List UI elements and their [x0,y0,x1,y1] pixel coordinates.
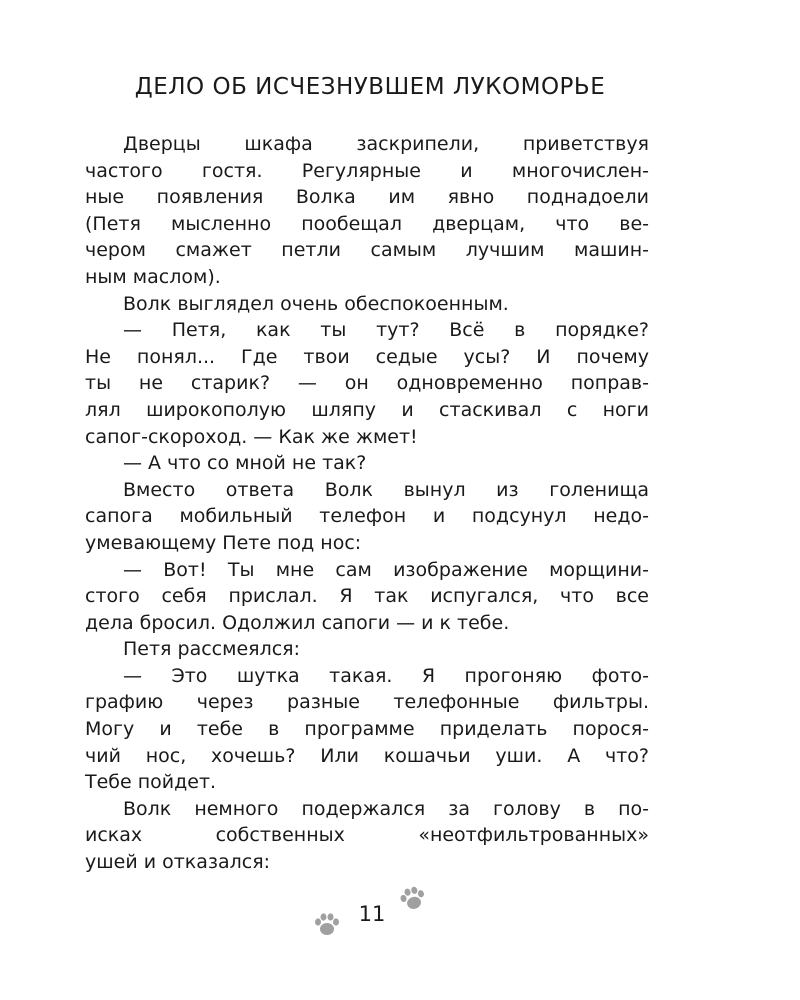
text-line: чером смажет петли самым лучшим машин- [85,239,649,262]
text-line: сапог-скороход. — Как же жмет! [85,425,418,448]
page-number: 11 [358,902,386,926]
text-line: дела бросил. Одолжил сапоги — и к тебе. [85,611,510,634]
text-line: Тебе пойдет. [85,771,217,794]
text-line: лял широкополую шляпу и стаскивал с ноги [85,398,649,421]
text-line: исках собственных «неотфильтрованных» [85,824,649,847]
text-line: — Вот! Ты мне сам изображение морщини- [123,558,649,581]
text-line: ты не старик? — он одновременно поправ- [85,372,649,395]
text-line: ные появления Волка им явно поднадоели [85,186,649,209]
text-line: — Петя, как ты тут? Всё в порядке? [123,319,649,342]
paw-print-icon [398,884,428,914]
page-footer [0,880,800,940]
text-line: Дверцы шкафа заскрипели, приветствуя [123,133,649,155]
text-line: сапога мобильный телефон и подсунул недо- [85,505,649,528]
body-text [85,131,649,876]
text-line: Могу и тебе в программе приделать порося- [85,718,649,741]
text-line: стого себя прислал. Я так испугался, что все [85,585,649,608]
chapter-title: ДЕЛО ОБ ИСЧЕЗНУВШЕМ ЛУКОМОРЬЕ [134,74,606,100]
text-line: графию через разные телефонные фильтры. [85,691,649,714]
text-line: Волк немного подержался за голову в по- [123,797,649,820]
text-line: Волк выглядел очень обеспокоенным. [123,292,509,315]
text-line: ным маслом). [85,265,221,288]
paw-print-icon [312,910,342,940]
text-line: — А что со мной не так? [123,452,367,475]
text-line: умевающему Пете под нос: [85,531,362,554]
text-line: чий нос, хочешь? Или кошачьи уши. А что? [85,744,649,767]
text-line: Вместо ответа Волк вынул из голенища [123,478,649,501]
text-line: Петя рассмеялся: [123,638,300,661]
text-line: — Это шутка такая. Я прогоняю фото- [123,664,649,687]
text-line: (Петя мысленно пообещал дверцам, что ве- [85,212,649,235]
text-line: ушей и отказался: [85,851,271,874]
text-line: частого гостя. Регулярные и многочислен- [85,159,649,182]
text-line: Не понял... Где твои седые усы? И почему [85,345,649,368]
